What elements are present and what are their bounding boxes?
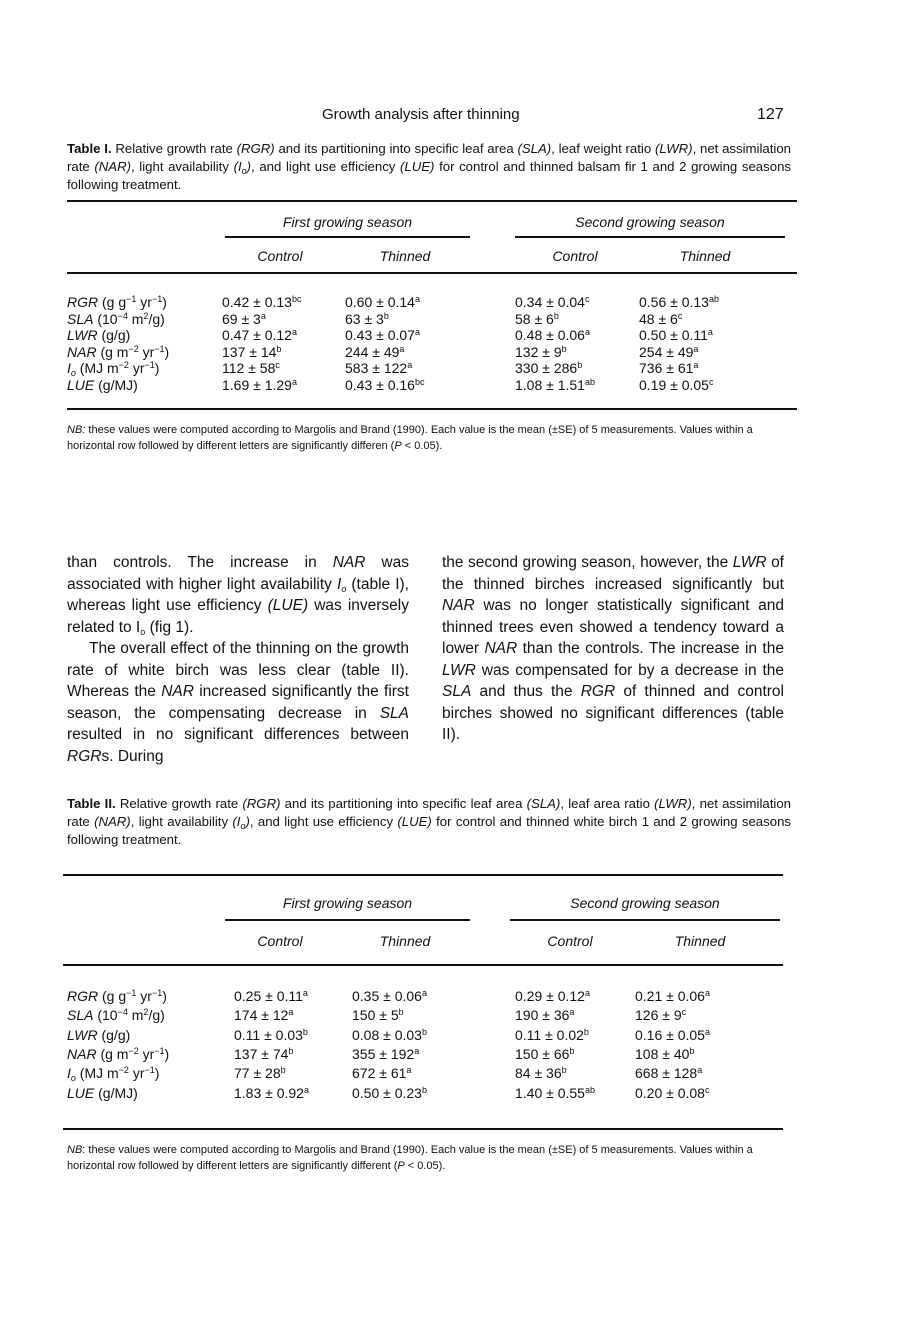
- table2-label: Table II.: [67, 796, 116, 811]
- table-row: [67, 1007, 797, 1023]
- table-cell: 1.40 ± 0.55$^{ab}$: [515, 1084, 595, 1101]
- caption-text: for control and thinned white birch 1 and 2 growing seasons following treatment.: [67, 814, 792, 847]
- col-header: Control: [257, 248, 303, 264]
- subscript: o: [240, 821, 246, 831]
- note-label: NB:: [67, 424, 86, 436]
- caption-text: , light availability: [130, 814, 233, 829]
- table-top-rule: [63, 874, 783, 876]
- caption-abbr: (LWR): [654, 796, 692, 811]
- table-cell: $84 \pm 36^b$: [515, 1065, 567, 1082]
- row-label: SLA ($10^{-4}$ $m^2/g$): [67, 310, 165, 327]
- paragraph: than controls. The increase in NAR was associated with higher light availability $I_o$ (table I), whereas light use efficiency (LUE) was inversely related to $I_o$ (fig 1).: [67, 554, 409, 637]
- caption-text: ): [246, 159, 252, 174]
- group-header: First growing season: [282, 214, 413, 230]
- table-row: [67, 311, 797, 327]
- table-cell: 0.43 ± 0.16$^{bc}$: [345, 376, 425, 393]
- table-row: [67, 988, 797, 1004]
- caption-text: , leaf area ratio: [560, 796, 655, 811]
- caption-abbr: (SLA): [517, 141, 552, 156]
- caption-abbr: (LUE): [400, 159, 435, 174]
- note-text: : these values were computed according to Margolis and Brand (1990). Each value is the mean (±SE) of 5 measurements. Values within a horizontal row followed by different letters are significantly different (: [67, 1144, 753, 1172]
- subscript: o: [241, 166, 247, 176]
- table-row: [67, 1085, 797, 1101]
- table-row: [67, 1046, 797, 1062]
- table-cell: $672 \pm 61^a$: [352, 1065, 412, 1082]
- note-label: NB: [67, 1144, 83, 1156]
- table-cell: 0.47 ± 0.12$^a$: [222, 327, 297, 343]
- caption-text: (I: [232, 814, 241, 829]
- page-number: 127: [757, 106, 784, 123]
- row-label: $I_o$ (MJ $m^{-2}$ $yr^{-1}$): [67, 1065, 160, 1084]
- table-cell: $132 \pm 9^b$: [515, 343, 567, 360]
- caption-text: for control and thinned balsam fir 1 and 2 growing seasons following treatment.: [67, 159, 791, 192]
- table1-label: Table I.: [67, 141, 112, 156]
- note-p: P: [397, 1160, 405, 1172]
- group-header: Second growing season: [570, 895, 720, 911]
- caption-abbr: [232, 814, 249, 829]
- table-cell: 0.20 ± 0.08$^c$: [635, 1084, 710, 1101]
- table-cell: $190 \pm 36^a$: [515, 1007, 575, 1024]
- col-header: Thinned: [674, 933, 726, 949]
- table-cell: $108 \pm 40^b$: [635, 1045, 695, 1062]
- row-label: LWR (g/g): [67, 1026, 131, 1043]
- table-row: [67, 1027, 797, 1043]
- table-cell: 0.48 ± 0.06$^a$: [515, 327, 590, 343]
- table-cell: $48 \pm 6^c$: [639, 310, 683, 327]
- table-cell: 0.50 ± 0.11$^a$: [639, 327, 713, 343]
- table-cell: 0.29 ± 0.12$^a$: [515, 988, 590, 1004]
- body-right-column: [442, 552, 784, 746]
- group-rule: [225, 919, 470, 921]
- group-header: First growing season: [282, 895, 413, 911]
- paragraph: The overall effect of the thinning on the growth rate of white birch was less clear (table II). Whereas the NAR increased significantly the first season, the compensating decrease in SLA resulted in no significant differences between RGRs. During: [67, 640, 409, 765]
- table2-note: [67, 1142, 797, 1174]
- col-header: Thinned: [379, 933, 431, 949]
- col-header: Control: [552, 248, 598, 264]
- table-cell: $150 \pm 5^b$: [352, 1007, 404, 1024]
- col-header: Control: [547, 933, 593, 949]
- table-row: [67, 344, 797, 360]
- table1-caption: [67, 140, 791, 194]
- caption-text: and its partitioning into specific leaf area: [280, 796, 527, 811]
- col-header: Thinned: [679, 248, 731, 264]
- table-cell: $137 \pm 74^b$: [234, 1045, 294, 1062]
- table-row: [67, 1065, 797, 1084]
- table-cell: $330 \pm 286^b$: [515, 360, 583, 376]
- caption-text: (I: [233, 159, 242, 174]
- table-cell: $244 \pm 49^a$: [345, 343, 405, 360]
- table-cell: 0.43 ± 0.07$^a$: [345, 327, 420, 343]
- table-cell: $736 \pm 61^a$: [639, 360, 699, 376]
- table-row: [67, 294, 797, 310]
- table-cell: 0.11 ± 0.02$^b$: [515, 1026, 589, 1043]
- table-bottom-rule: [63, 1128, 783, 1130]
- note-text: these values were computed according to Margolis and Brand (1990). Each value is the mean (±SE) of 5 measurements. Values within a horizontal row followed by different letters are significantly differen (: [67, 424, 753, 452]
- row-label: LWR (g/g): [67, 327, 131, 343]
- body-left-column: [67, 552, 409, 767]
- row-label: RGR (g $g^{-1}$ $yr^{-1}$): [67, 988, 167, 1004]
- table-cell: $63 \pm 3^b$: [345, 310, 389, 327]
- caption-abbr: (NAR): [94, 159, 131, 174]
- table-cell: 0.60 ± 0.14$^a$: [345, 294, 420, 310]
- table-cell: 0.34 ± 0.04$^c$: [515, 294, 590, 310]
- group-rule: [515, 236, 785, 238]
- table-cell: $112 \pm 58^c$: [222, 360, 280, 376]
- table-cell: $174 \pm 12^a$: [234, 1007, 294, 1024]
- table-cell: $668 \pm 128^a$: [635, 1065, 703, 1082]
- table-cell: 0.35 ± 0.06$^a$: [352, 988, 427, 1004]
- caption-text: , leaf weight ratio: [551, 141, 655, 156]
- note-p: P: [394, 440, 402, 452]
- running-head-title: Growth analysis after thinning: [322, 106, 520, 123]
- caption-text: , light availability: [131, 159, 234, 174]
- table-cell: $58 \pm 6^b$: [515, 310, 559, 327]
- row-label: LUE (g/MJ): [67, 376, 138, 393]
- table-row: [67, 377, 797, 393]
- caption-abbr: (RGR): [236, 141, 275, 156]
- table-cell: 1.69 ± 1.29$^a$: [222, 376, 297, 393]
- caption-text: , net assimilation rate: [67, 796, 791, 829]
- group-rule: [225, 236, 470, 238]
- table-cell: $150 \pm 66^b$: [515, 1045, 575, 1062]
- table-cell: $137 \pm 14^b$: [222, 343, 282, 360]
- col-header: Control: [257, 933, 303, 949]
- caption-abbr: (LUE): [397, 814, 432, 829]
- table-bottom-rule: [67, 408, 797, 410]
- caption-text: Relative growth rate: [115, 796, 243, 811]
- table-cell: 0.42 ± 0.13$^{bc}$: [222, 294, 302, 310]
- table-cell: $126 \pm 9^c$: [635, 1007, 687, 1024]
- caption-abbr: (SLA): [526, 796, 561, 811]
- caption-text: ): [245, 814, 250, 829]
- table-cell: $355 \pm 192^a$: [352, 1045, 420, 1062]
- row-label: SLA ($10^{-4}$ $m^2/g$): [67, 1007, 165, 1024]
- caption-text: , and light use efficiency: [249, 814, 398, 829]
- caption-text: , and light use efficiency: [251, 159, 401, 174]
- table2-caption: [67, 795, 791, 849]
- table-cell: 0.21 ± 0.06$^a$: [635, 988, 710, 1004]
- row-label: NAR (g $m^{-2}$ $yr^{-1}$): [67, 343, 170, 360]
- row-label: RGR (g $g^{-1}$ $yr^{-1}$): [67, 294, 167, 310]
- table-cell: $583 \pm 122^a$: [345, 360, 413, 376]
- row-label: $I_o$ (MJ $m^{-2}$ $yr^{-1}$): [67, 360, 160, 378]
- row-label: NAR (g $m^{-2}$ $yr^{-1}$): [67, 1045, 170, 1062]
- caption-text: Relative growth rate: [111, 141, 237, 156]
- table-cell: $69 \pm 3^a$: [222, 310, 266, 327]
- note-text: < 0.05).: [401, 440, 443, 452]
- group-header: Second growing season: [575, 214, 725, 230]
- table-cell: 0.16 ± 0.05$^a$: [635, 1026, 710, 1043]
- caption-abbr: (NAR): [94, 814, 131, 829]
- table-cell: 0.56 ± 0.13$^{ab}$: [639, 294, 719, 310]
- paragraph: the second growing season, however, the LWR of the thinned birches increased significantly but NAR was no longer statistically significant and thinned trees even showed a tendency toward a lower NAR than the controls. The increase in the LWR was compensated for by a decrease in the SLA and thus the RGR of thinned and control birches showed no significant differences (table II).: [442, 554, 784, 743]
- group-rule: [510, 919, 780, 921]
- table-cell: 1.08 ± 1.51$^{ab}$: [515, 376, 595, 393]
- table-cell: 0.50 ± 0.23$^b$: [352, 1084, 427, 1101]
- row-label: LUE (g/MJ): [67, 1084, 138, 1101]
- col-header: Thinned: [379, 248, 431, 264]
- table-cell: 0.19 ± 0.05$^c$: [639, 376, 714, 393]
- table-cell: $254 \pm 49^a$: [639, 343, 699, 360]
- table-cell: 0.25 ± 0.11$^a$: [234, 988, 308, 1004]
- header-bottom-rule: [63, 964, 783, 966]
- caption-text: and its partitioning into specific leaf area: [274, 141, 518, 156]
- table-cell: $77 \pm 28^b$: [234, 1065, 286, 1082]
- table-cell: 0.08 ± 0.03$^b$: [352, 1026, 427, 1043]
- caption-abbr: (LWR): [654, 141, 693, 156]
- caption-abbr: (RGR): [242, 796, 281, 811]
- table-top-rule: [67, 200, 797, 202]
- table-cell: 1.83 ± 0.92$^a$: [234, 1084, 309, 1101]
- table-cell: 0.11 ± 0.03$^b$: [234, 1026, 308, 1043]
- note-text: < 0.05).: [404, 1160, 446, 1172]
- header-bottom-rule: [67, 272, 797, 274]
- table-row: [67, 327, 797, 343]
- table-row: [67, 360, 797, 376]
- caption-abbr: [234, 159, 251, 174]
- caption-text: , net assimilation rate: [67, 141, 791, 174]
- table1-note: [67, 422, 797, 454]
